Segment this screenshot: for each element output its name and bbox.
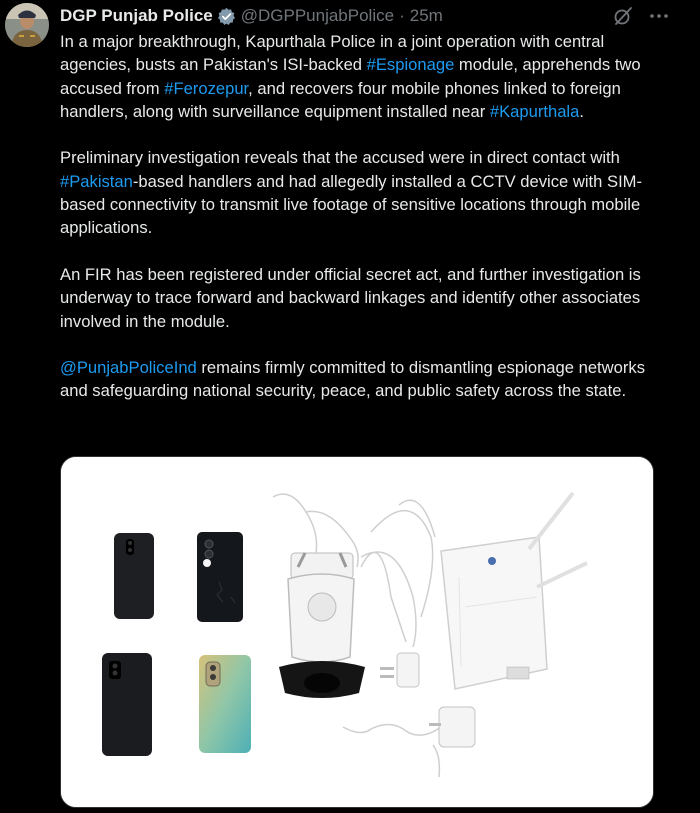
verified-badge-icon [217, 7, 236, 26]
mobile-phone-4 [199, 655, 251, 753]
hashtag-pakistan[interactable]: #Pakistan [60, 171, 133, 191]
text-segment: , and recovers four mobile phones linked to foreign handlers, along with surveillance equipment installed near [60, 78, 621, 121]
text-segment: In a major breakthrough, Kapurthala Police in a joint operation with central agencies, busts an Pakistan's ISI-backed [60, 32, 605, 75]
seized-items-photo [61, 457, 653, 807]
tweet-paragraph-2 [60, 146, 655, 239]
text-segment: An FIR has been registered under official secret act, and further investigation is underway to trace forward and backward linkages and identify other associates involved in the module. [60, 264, 641, 331]
tweet-header [60, 4, 443, 28]
author-name[interactable]: DGP Punjab Police [60, 6, 213, 25]
header-actions [612, 5, 670, 27]
hashtag-kapurthala[interactable]: #Kapurthala [489, 101, 580, 121]
mobile-phone-3 [102, 653, 152, 756]
hashtag-espionage[interactable]: #Espionage [366, 55, 455, 75]
tweet-text [60, 30, 655, 403]
avatar[interactable] [5, 3, 49, 47]
separator-dot: · [399, 6, 405, 25]
hashtag-ferozepur[interactable]: #Ferozepur [164, 78, 249, 98]
text-segment: . [579, 101, 584, 121]
tweet-photo[interactable] [60, 456, 654, 808]
text-segment: remains firmly committed to dismantling espionage networks and safeguarding national security, peace, and public safety across the state. [60, 358, 645, 401]
tweet-paragraph-4 [60, 356, 655, 403]
cctv-camera [279, 553, 365, 698]
mention-punjabpoliceind[interactable]: @PunjabPoliceInd [60, 358, 197, 378]
mobile-phone-2 [197, 532, 243, 622]
timestamp[interactable]: 25m [409, 6, 443, 25]
grok-icon[interactable] [612, 5, 634, 27]
mobile-phone-1 [114, 533, 154, 619]
tweet-paragraph-3 [60, 263, 655, 333]
text-segment: Preliminary investigation reveals that the accused were in direct contact with [60, 148, 620, 168]
cut-off-text-line [60, 808, 390, 813]
tweet-paragraph-1 [60, 30, 655, 123]
text-segment: -based handlers and had allegedly installed a CCTV device with SIM-based connectivity to transmit live footage of sensitive locations through mobile applications. [60, 171, 643, 238]
more-options-icon[interactable] [648, 5, 670, 27]
text-segment: module, apprehends two accused from [60, 55, 641, 98]
author-handle[interactable]: @DGPPunjabPolice [240, 6, 395, 25]
